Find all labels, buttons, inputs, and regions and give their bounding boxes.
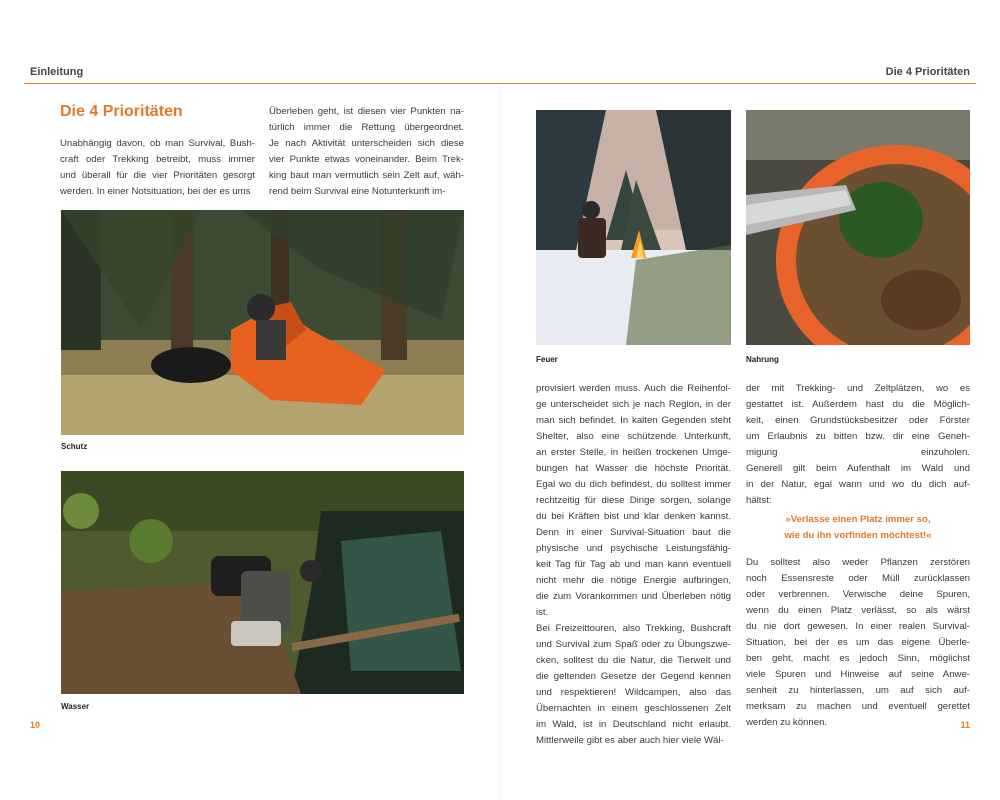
text-line: Unabhängig davon, ob man Survival, Bush- (60, 138, 255, 149)
text-line: merksam zu machen und eventuell gerettet (746, 701, 970, 712)
text-line: nicht mehr die nötige Energie aufbringen, (536, 575, 731, 586)
text-line: keit Tag für Tag ab und man kann eventuell (536, 559, 731, 570)
photo-food (746, 110, 970, 345)
text-column-2 (269, 104, 464, 200)
text-line: Übernachten in einem geschlossenen Zelt (536, 703, 731, 714)
text-line: Denn in einer Survival-Situation baut die (536, 527, 731, 538)
text-line: die zum Vorankommen und Überleben nötig (536, 591, 731, 602)
header-rule (24, 83, 976, 84)
text-line: provisiert werden muss. Auch die Reihenfol- (536, 383, 731, 394)
text-line: Generell gilt beim Aufenthalt im Wald und (746, 463, 970, 474)
text-line: türlich immer die Rettung übergeordnet. (269, 122, 464, 133)
text-line: Egal wo du dich befindest, du solltest immer (536, 479, 731, 490)
text-line: oder verbrennen. Verwische deine Spuren, (746, 589, 970, 600)
text-line: keit, einen Grundstücksbesitzer oder Förster (746, 415, 970, 426)
page-number-right: 11 (960, 720, 970, 730)
text-line: wenn du einen Platz verlässt, so als wärst (746, 605, 970, 616)
text-line: der mit Trekking- und Zeltplätzen, wo es (746, 383, 970, 394)
text-line: Shelter, also eine schützende Unterkunft, (536, 431, 731, 442)
text-line: physische und psychische Leistungsfähig- (536, 543, 731, 554)
text-line: noch Essensreste oder Müll zurücklassen (746, 573, 970, 584)
book-spine (498, 86, 502, 800)
text-line: und Survival zum Spaß oder zu Übungszwe- (536, 639, 731, 650)
page-heading: Die 4 Prioritäten (60, 103, 183, 120)
text-line: rechtzeitig für diese Dinge sorgen, solange (536, 495, 731, 506)
text-line: in der Natur, egal wann und wo du dich auf- (746, 479, 970, 490)
text-line: ge unterscheidet sich je nach Region, in der (536, 399, 731, 410)
text-line: rend beim Survival eine Notunterkunft im- (269, 186, 446, 197)
text-line: Bei Freizeittouren, also Trekking, Bushcraft (536, 623, 731, 634)
text-line: um Erlaubnis zu bitten bzw. dir eine Geneh- (746, 431, 970, 442)
text-line: viele Spuren und Hinweise auf seine Anwe- (746, 669, 970, 680)
quote-line: »Verlasse einen Platz immer so, (785, 514, 931, 525)
header-chapter-title: Die 4 Prioritäten (885, 66, 970, 78)
caption-feuer: Feuer (536, 355, 558, 364)
text-line: man sich befindet. In kalten Gegenden steht (536, 415, 731, 426)
text-line: Du solltest also weder Pflanzen zerstören (746, 557, 970, 568)
text-line: die geltenden Gesetze der Gegend kennen (536, 671, 731, 682)
text-line: migung einzuholen. (746, 447, 970, 458)
text-line: king baut man vermutlich sein Zelt auf, wäh- (269, 170, 464, 181)
text-line: hältst: (746, 495, 772, 506)
text-line: an erster Stelle, in heißen trockenen Umge- (536, 447, 731, 458)
page-number-left: 10 (30, 720, 41, 730)
text-line: bungen hat Wasser die höchste Priorität. (536, 463, 731, 474)
text-line: vier Punkte etwas voneinander. Beim Trek- (269, 154, 464, 165)
header-section-title: Einleitung (30, 66, 84, 78)
caption-wasser: Wasser (61, 702, 90, 711)
text-column-3 (536, 381, 731, 749)
text-line: Überleben geht, ist diesen vier Punkten na- (269, 106, 464, 117)
text-line: cken, solltest du die Natur, die Tierwelt und (536, 655, 731, 666)
text-line: werden. In einer Notsituation, bei der es ums (60, 186, 251, 197)
photo-fire (536, 110, 731, 345)
text-line: senheit zu hinterlassen, um auf sich auf- (746, 685, 970, 696)
photo-water (61, 471, 464, 694)
photo-shelter (61, 210, 464, 435)
text-column-4-bottom (746, 555, 970, 731)
pull-quote (746, 512, 970, 544)
caption-nahrung: Nahrung (746, 355, 779, 364)
text-line: du nie dort gewesen. In einer realen Survival- (746, 621, 970, 632)
text-line: Je nach Aktivität unterscheiden sich diese (269, 138, 464, 149)
text-line: gestattet ist. Außerdem hast du die Möglich- (746, 399, 970, 410)
text-line: und überall für die vier Prioritäten gesorgt (60, 170, 255, 181)
caption-schutz: Schutz (61, 442, 88, 451)
text-column-4-top (746, 381, 970, 509)
text-column-1 (60, 136, 255, 200)
text-line: du bei Kräften bist und klar denken kannst. (536, 511, 731, 522)
text-line: Mittlerweile gibt es aber auch hier viele Wäl- (536, 735, 724, 746)
text-line: ben geht, macht es jedoch Sinn, möglichst (746, 653, 970, 664)
text-line: craft oder Trekking betreibt, muss immer (60, 154, 255, 165)
text-line: im Wald, ist in Deutschland nicht erlaubt. (536, 719, 731, 730)
text-line: ist. (536, 607, 549, 618)
running-header (0, 0, 1000, 86)
quote-line: wie du ihn vorfinden möchtest!« (784, 530, 932, 541)
text-line: und respektieren! Wildcampen, also das (536, 687, 731, 698)
text-line: werden zu können. (746, 717, 828, 728)
text-line: Situation, bei der es um das eigene Überle- (746, 637, 970, 648)
